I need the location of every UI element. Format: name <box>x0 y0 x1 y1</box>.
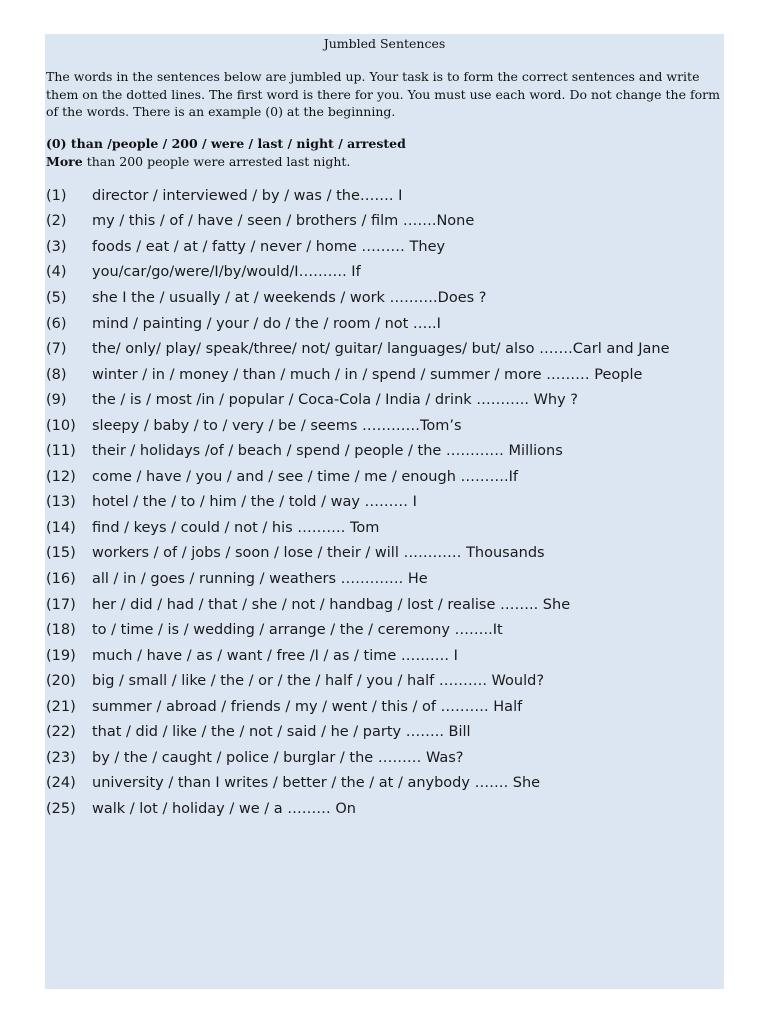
exercise-item <box>45 234 724 260</box>
exercise-jumbled-words: come / have / you / and / see / time / me / enough ……….If <box>92 468 518 485</box>
exercise-item <box>45 643 724 669</box>
exercise-number: (10) <box>46 417 76 434</box>
exercise-item <box>45 438 724 464</box>
exercise-jumbled-words: director / interviewed / by / was / the……. I <box>92 187 403 204</box>
exercise-item <box>45 260 724 286</box>
exercise-item <box>45 668 724 694</box>
exercise-number: (14) <box>46 519 76 536</box>
exercise-item <box>45 336 724 362</box>
exercise-jumbled-words: walk / lot / holiday / we / a ……… On <box>92 800 356 817</box>
exercise-number: (11) <box>46 443 76 460</box>
exercise-jumbled-words: you/car/go/were/I/by/would/I………. If <box>92 264 361 281</box>
exercise-jumbled-words: summer / abroad / friends / my / went / this / of ………. Half <box>92 698 523 715</box>
exercise-jumbled-words: her / did / had / that / she / not / handbag / lost / realise …….. She <box>92 596 571 613</box>
exercise-jumbled-words: the / is / most /in / popular / Coca-Cola / India / drink ……….. Why ? <box>92 392 579 409</box>
exercise-item <box>45 592 724 618</box>
exercise-jumbled-words: the/ only/ play/ speak/three/ not/ guitar/ languages/ but/ also …….Carl and Jane <box>92 341 670 358</box>
exercise-number: (12) <box>46 468 76 485</box>
exercise-number: (23) <box>46 749 76 766</box>
exercise-number: (13) <box>46 494 76 511</box>
exercise-number: (15) <box>46 545 76 562</box>
exercise-jumbled-words: hotel / the / to / him / the / told / way ……… I <box>92 494 417 511</box>
exercise-item <box>45 515 724 541</box>
exercise-jumbled-words: much / have / as / want / free /I / as / time ………. I <box>92 647 458 664</box>
exercise-item <box>45 617 724 643</box>
exercise-jumbled-words: foods / eat / at / fatty / never / home ……… They <box>92 238 446 255</box>
worksheet-title: Jumbled Sentences <box>323 36 446 51</box>
exercise-number: (6) <box>46 315 67 332</box>
exercise-jumbled-words: big / small / like / the / or / the / half / you / half ………. Would? <box>92 673 545 690</box>
exercise-number: (24) <box>46 775 76 792</box>
exercise-item <box>45 745 724 771</box>
example-answer <box>46 153 722 171</box>
exercise-jumbled-words: workers / of / jobs / soon / lose / their / will ………… Thousands <box>92 545 545 562</box>
exercise-jumbled-words: she I the / usually / at / weekends / work ……….Does ? <box>92 289 487 306</box>
example-jumbled-sentence: (0) than /people / 200 / were / last / night / arrested <box>46 136 406 151</box>
exercise-item <box>45 719 724 745</box>
exercise-item <box>45 311 724 337</box>
exercise-jumbled-words: my / this / of / have / seen / brothers / film …….None <box>92 213 475 230</box>
exercise-item <box>45 541 724 567</box>
example-answer-rest: than 200 people were arrested last night. <box>82 153 351 169</box>
exercise-item <box>45 490 724 516</box>
exercise-number: (4) <box>46 264 67 281</box>
example-block <box>46 135 722 170</box>
exercise-item <box>45 413 724 439</box>
exercise-number: (2) <box>46 213 67 230</box>
instructions-paragraph: The words in the sentences below are jumbled up. Your task is to form the correct sentences and write them on the dotted lines. The first word is there for you. You must use each word. Do not change the form of the words. There is an example (0) at the beginning. <box>46 69 720 119</box>
exercise-jumbled-words: by / the / caught / police / burglar / the ……… Was? <box>92 749 464 766</box>
exercise-number: (1) <box>46 187 67 204</box>
exercise-number: (16) <box>46 570 76 587</box>
exercise-item <box>45 566 724 592</box>
exercise-jumbled-words: mind / painting / your / do / the / room / not …..I <box>92 315 441 332</box>
example-answer-first-word: More <box>46 153 83 169</box>
exercise-jumbled-words: to / time / is / wedding / arrange / the / ceremony ……..It <box>92 622 503 639</box>
exercise-jumbled-words: sleepy / baby / to / very / be / seems …………Tom’s <box>92 417 462 434</box>
exercise-item <box>45 464 724 490</box>
exercise-list <box>45 183 724 822</box>
exercise-number: (17) <box>46 596 76 613</box>
exercise-item <box>45 362 724 388</box>
exercise-jumbled-words: winter / in / money / than / much / in / spend / summer / more ……… People <box>92 366 643 383</box>
exercise-jumbled-words: their / holidays /of / beach / spend / people / the ………… Millions <box>92 443 563 460</box>
exercise-item <box>45 796 724 822</box>
exercise-number: (18) <box>46 622 76 639</box>
exercise-number: (25) <box>46 800 76 817</box>
exercise-item <box>45 387 724 413</box>
exercise-number: (5) <box>46 289 67 306</box>
exercise-number: (19) <box>46 647 76 664</box>
exercise-jumbled-words: all / in / goes / running / weathers …………. He <box>92 570 428 587</box>
exercise-number: (3) <box>46 238 67 255</box>
exercise-item <box>45 285 724 311</box>
exercise-jumbled-words: that / did / like / the / not / said / he / party …….. Bill <box>92 724 471 741</box>
exercise-item <box>45 771 724 797</box>
exercise-item <box>45 183 724 209</box>
exercise-number: (22) <box>46 724 76 741</box>
exercise-jumbled-words: find / keys / could / not / his ………. Tom <box>92 519 380 536</box>
exercise-jumbled-words: university / than I writes / better / the / at / anybody ……. She <box>92 775 541 792</box>
exercise-number: (7) <box>46 341 67 358</box>
exercise-item <box>45 694 724 720</box>
worksheet-panel <box>45 34 724 989</box>
exercise-number: (9) <box>46 392 67 409</box>
exercise-item <box>45 209 724 235</box>
exercise-number: (8) <box>46 366 67 383</box>
exercise-number: (21) <box>46 698 76 715</box>
exercise-number: (20) <box>46 673 76 690</box>
